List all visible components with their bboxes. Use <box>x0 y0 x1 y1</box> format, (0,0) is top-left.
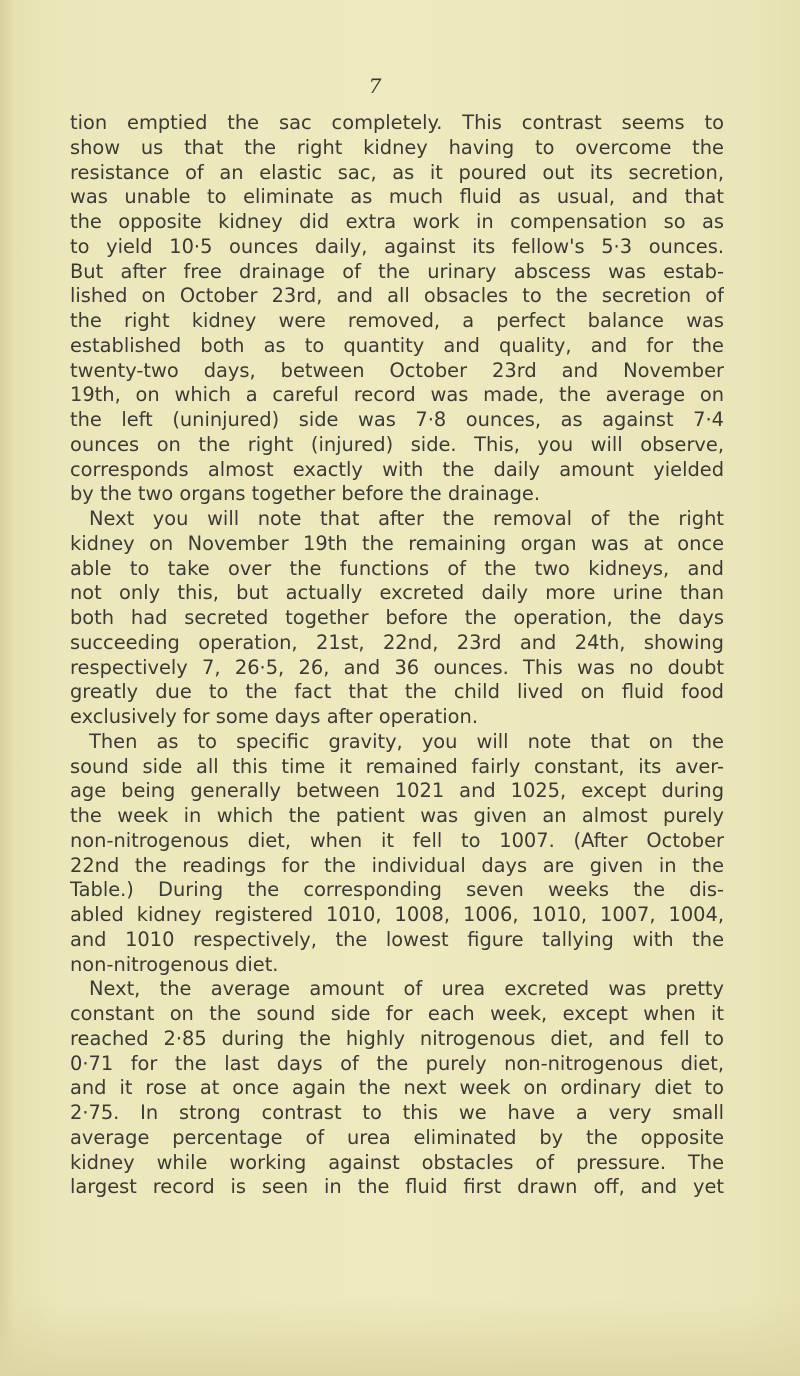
text-line: 22nd the readings for the individual days are given in the <box>70 853 724 877</box>
body-text <box>70 111 724 1200</box>
text-line: show us that the right kidney having to overcome the <box>70 135 724 159</box>
text-line: average percentage of urea eliminated by the opposite <box>70 1125 724 1149</box>
text-line: Then as to specific gravity, you will note that on the <box>89 729 724 753</box>
text-line: twenty-two days, between October 23rd and November <box>70 358 724 382</box>
text-line: exclusively for some days after operation. <box>70 705 478 728</box>
text-line: non-nitrogenous diet. <box>70 952 279 976</box>
text-line: Next you will note that after the removal of the right <box>89 507 724 530</box>
text-line: kidney on November 19th the remaining organ was at once <box>70 531 724 555</box>
text-line: Next, the average amount of urea excreted was pretty <box>89 977 724 1001</box>
text-line: ounces on the right (injured) side. This, you will observe, <box>70 432 724 456</box>
text-line: the right kidney were removed, a perfect balance was <box>70 309 724 332</box>
text-line: non-nitrogenous diet, when it fell to 1007. (After October <box>70 828 724 852</box>
text-line: and 1010 respectively, the lowest figure tallying with the <box>70 927 724 951</box>
page-bottom-shadow <box>0 1300 800 1376</box>
text-line: But after free drainage of the urinary abscess was estab- <box>70 259 724 283</box>
text-line: not only this, but actually excreted daily more urine than <box>70 581 724 605</box>
text-line: to yield 10·5 ounces daily, against its fellow's 5·3 ounces. <box>70 234 724 258</box>
text-line: kidney while working against obstacles of pressure. The <box>70 1150 724 1174</box>
text-line: by the two organs together before the drainage. <box>70 482 541 506</box>
text-line: 19th, on which a careful record was made, the average on <box>70 383 724 407</box>
text-line: largest record is seen in the fluid first drawn off, and yet <box>70 1175 724 1199</box>
text-line: both had secreted together before the operation, the days <box>70 606 724 629</box>
page-gutter-shadow <box>0 0 14 1376</box>
page-number: 7 <box>368 74 382 98</box>
text-line: was unable to eliminate as much fluid as usual, and that <box>70 185 724 209</box>
text-line: constant on the sound side for each week, except when it <box>70 1002 724 1025</box>
text-line: greatly due to the fact that the child lived on fluid food <box>70 680 724 704</box>
text-line: 2·75. In strong contrast to this we have a very small <box>70 1101 724 1124</box>
text-line: tion emptied the sac completely. This contrast seems to <box>70 111 724 134</box>
text-line: resistance of an elastic sac, as it poured out its secretion, <box>70 160 724 184</box>
text-line: corresponds almost exactly with the daily amount yielded <box>70 457 724 481</box>
text-line: the left (uninjured) side was 7·8 ounces, as against 7·4 <box>70 408 724 431</box>
text-line: the week in which the patient was given an almost purely <box>70 804 724 827</box>
text-line: established both as to quantity and quality, and for the <box>70 333 724 357</box>
text-line: lished on October 23rd, and all obsacles to the secretion of <box>70 284 724 308</box>
text-line: age being generally between 1021 and 1025, except during <box>70 779 724 803</box>
text-line: succeeding operation, 21st, 22nd, 23rd and 24th, showing <box>70 630 724 654</box>
text-line: and it rose at once again the next week on ordinary diet to <box>70 1076 724 1100</box>
text-line: sound side all this time it remained fairly constant, its aver- <box>70 754 724 778</box>
text-line: able to take over the functions of the two kidneys, and <box>70 556 724 580</box>
text-line: Table.) During the corresponding seven weeks the dis- <box>70 878 724 902</box>
text-line: abled kidney registered 1010, 1008, 1006, 1010, 1007, 1004, <box>70 903 724 926</box>
text-line: the opposite kidney did extra work in compensation so as <box>70 210 724 233</box>
text-line: reached 2·85 during the highly nitrogenous diet, and fell to <box>70 1026 724 1050</box>
text-line: 0·71 for the last days of the purely non-nitrogenous diet, <box>70 1051 724 1075</box>
text-line: respectively 7, 26·5, 26, and 36 ounces. This was no doubt <box>70 655 724 679</box>
